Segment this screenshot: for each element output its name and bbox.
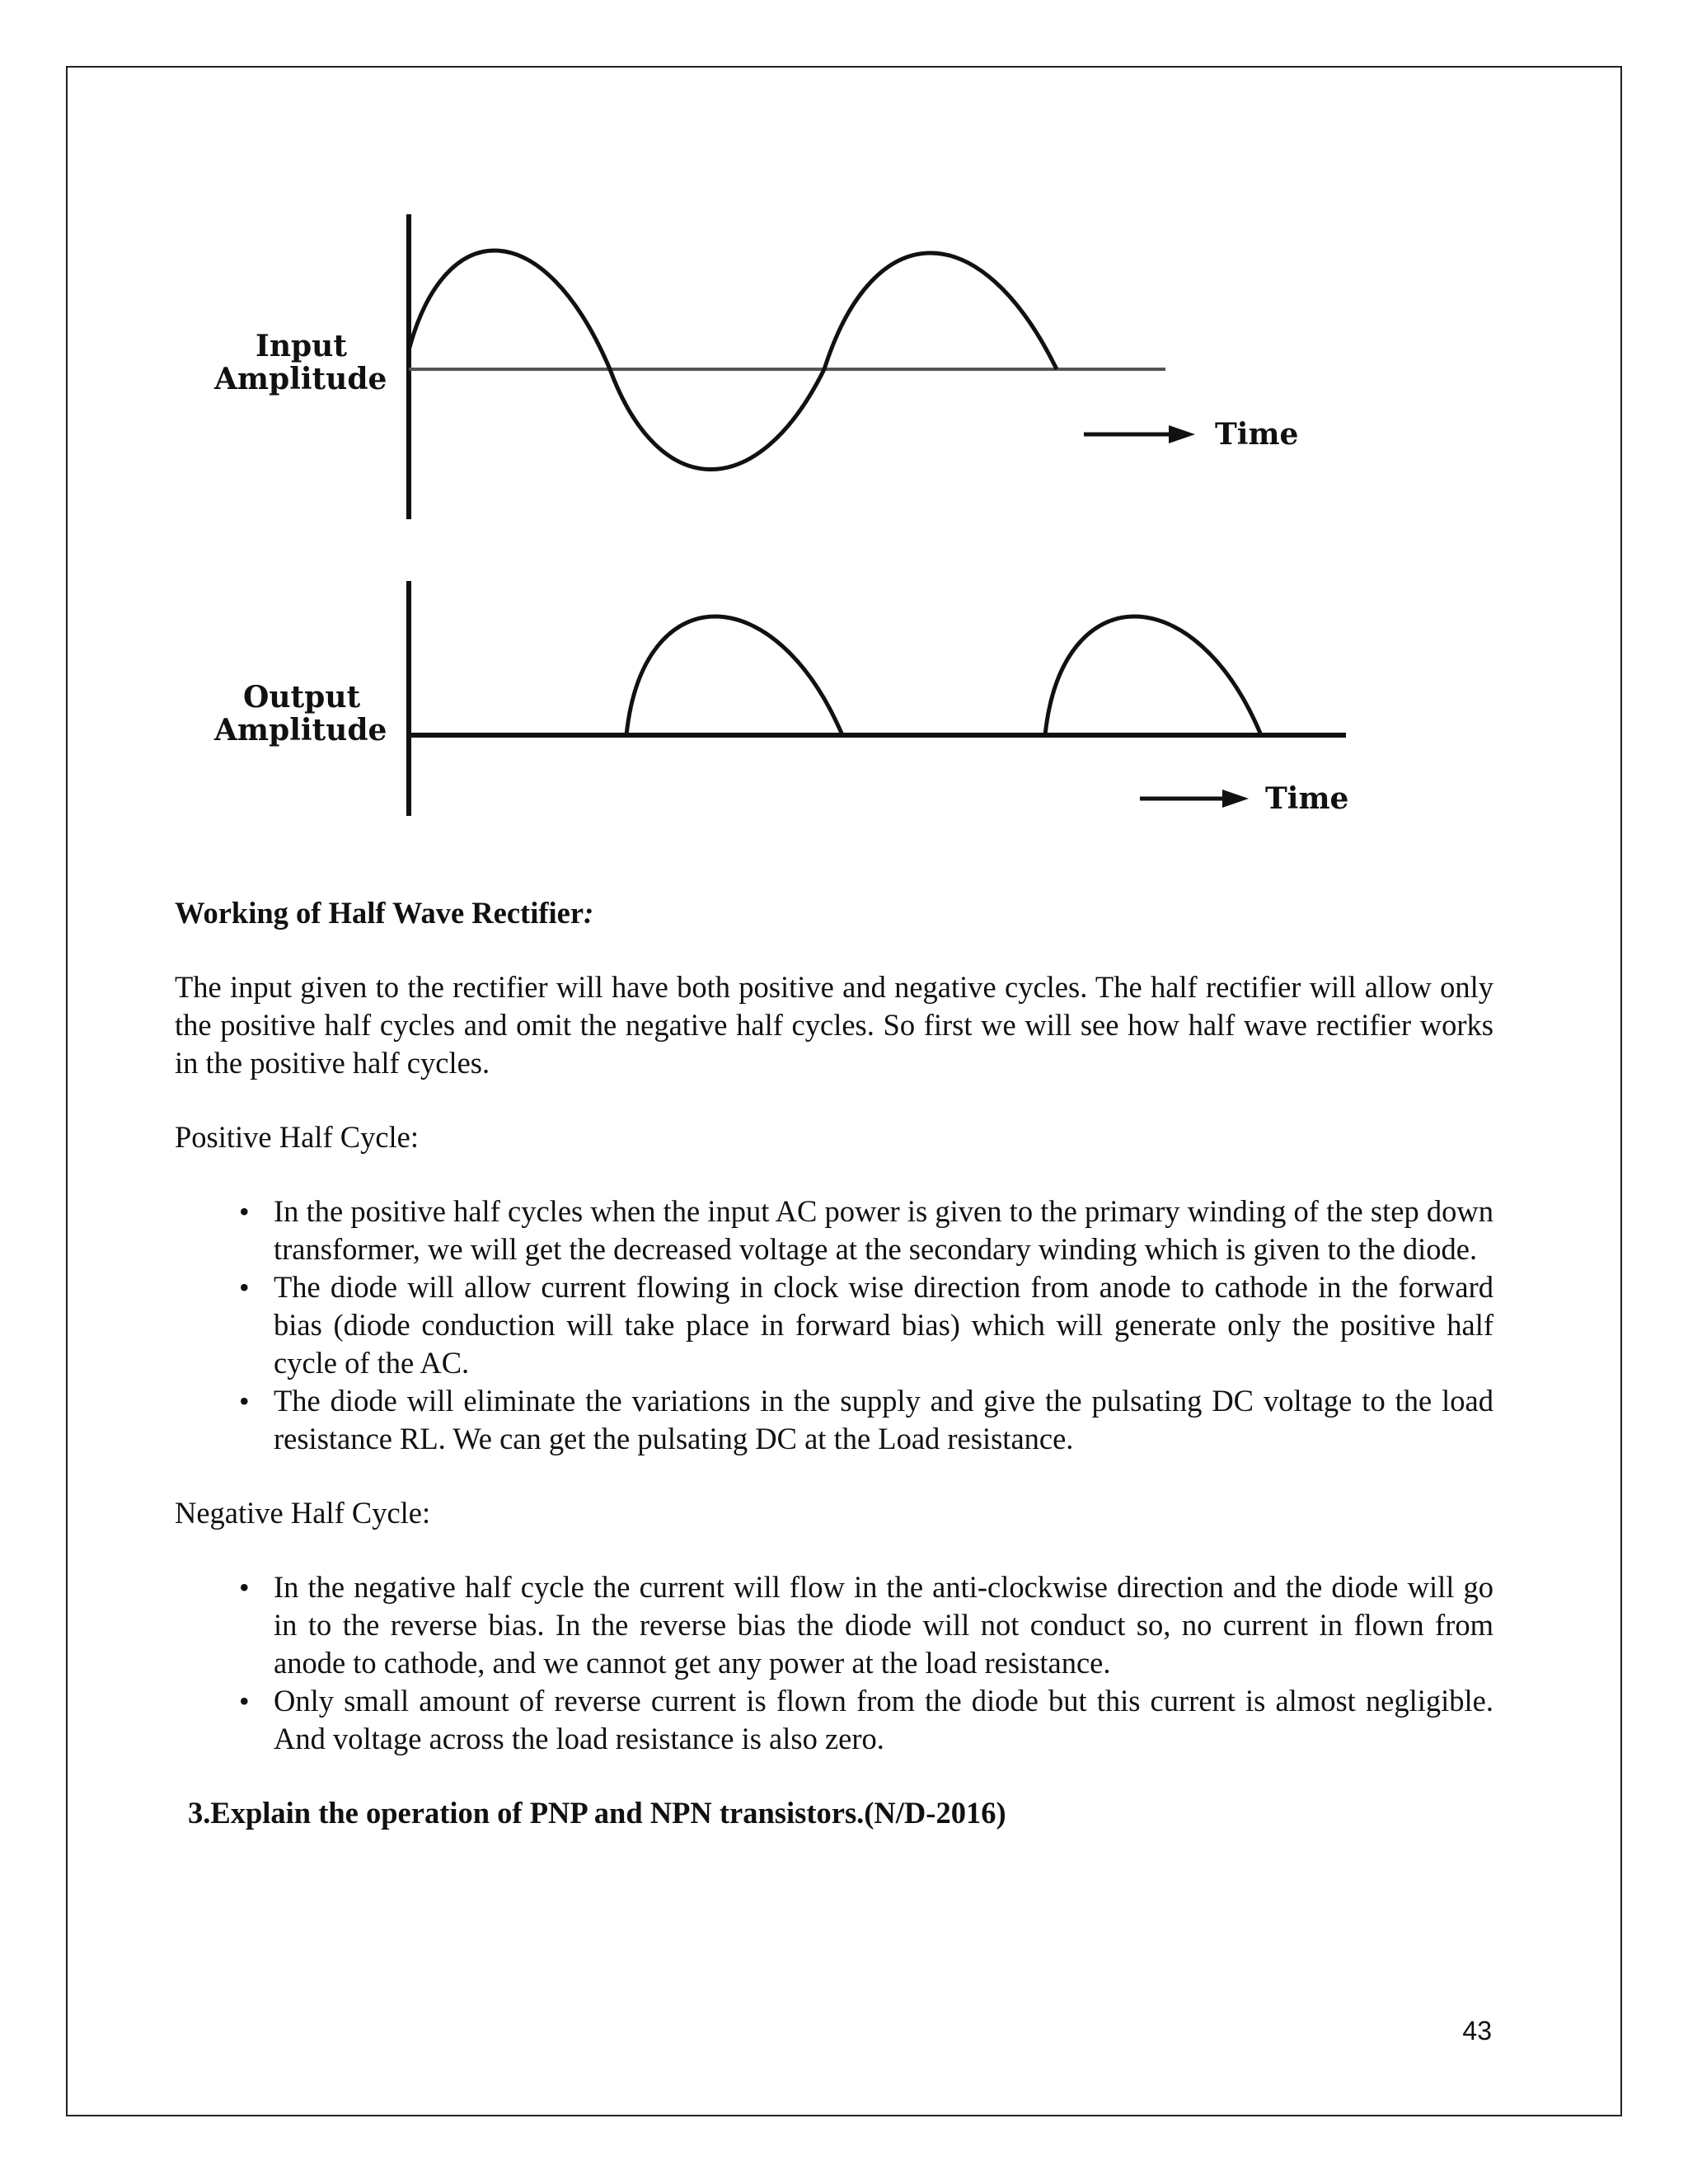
time-arrow-top-head	[1169, 425, 1195, 443]
page-number: 43	[1462, 2016, 1492, 2046]
bullet-dot: •	[239, 1685, 250, 1718]
input-label-line2: Amplitude	[214, 362, 387, 396]
list-item	[175, 1382, 1493, 1458]
bullet-dot: •	[239, 1195, 250, 1228]
heading-colon: :	[584, 896, 594, 930]
intro-paragraph: The input given to the rectifier will have both positive and negative cycles. The half rectifier will allow only the positive half cycles and omit the negative half cycles. So first we will see how half wave rectifier works in the positive half cycles.	[175, 970, 1493, 1080]
output-label-line1: Output	[243, 680, 361, 715]
time-label-top: Time	[1215, 417, 1299, 452]
negative-half-cycle-title: Negative Half Cycle:	[175, 1496, 431, 1530]
positive-half-cycle-list	[175, 1193, 1493, 1458]
input-sine-wave	[409, 251, 1057, 470]
list-item-text: The diode will eliminate the variations in the supply and give the pulsating DC voltage to the load resistance RL. We can get the pulsating DC at the Load resistance.	[274, 1384, 1493, 1455]
list-item-text: Only small amount of reverse current is flown from the diode but this current is almost negligible. And voltage across the load resistance is also zero.	[274, 1684, 1493, 1755]
list-item-text: In the positive half cycles when the input AC power is given to the primary winding of the step down transformer, we will get the decreased voltage at the secondary winding which is given to the diode.	[274, 1194, 1493, 1266]
page-content	[175, 894, 1493, 1832]
list-item	[175, 1568, 1493, 1682]
bullet-dot: •	[239, 1385, 250, 1418]
output-half-wave-1	[626, 616, 842, 735]
waveform-diagram	[198, 198, 1385, 857]
question-heading: 3.Explain the operation of PNP and NPN transistors.(N/D-2016)	[188, 1796, 1006, 1830]
list-item-text: The diode will allow current flowing in clock wise direction from anode to cathode in the forward bias (diode conduction will take place in forward bias) which will generate only the positive half cycle of the AC.	[274, 1270, 1493, 1380]
bullet-dot: •	[239, 1271, 250, 1304]
output-label-line2: Amplitude	[214, 713, 387, 748]
list-item	[175, 1268, 1493, 1382]
bullet-dot: •	[239, 1571, 250, 1604]
negative-half-cycle-list	[175, 1568, 1493, 1758]
time-label-bottom: Time	[1265, 781, 1349, 816]
input-label-line1: Input	[256, 329, 347, 363]
list-item	[175, 1682, 1493, 1758]
time-arrow-bottom-head	[1222, 790, 1249, 808]
output-half-wave-2	[1045, 616, 1261, 735]
half-wave-rectifier-waveforms	[198, 198, 1385, 857]
heading-text: Working of Half Wave Rectifier	[175, 896, 584, 930]
list-item-text: In the negative half cycle the current will flow in the anti-clockwise direction and the diode will go in to the reverse bias. In the reverse bias the diode will not conduct so, no current in flown from anode to cathode, and we cannot get any power at the load resistance.	[274, 1570, 1493, 1680]
list-item	[175, 1193, 1493, 1268]
section-heading	[175, 894, 1493, 932]
positive-half-cycle-title: Positive Half Cycle:	[175, 1120, 420, 1154]
